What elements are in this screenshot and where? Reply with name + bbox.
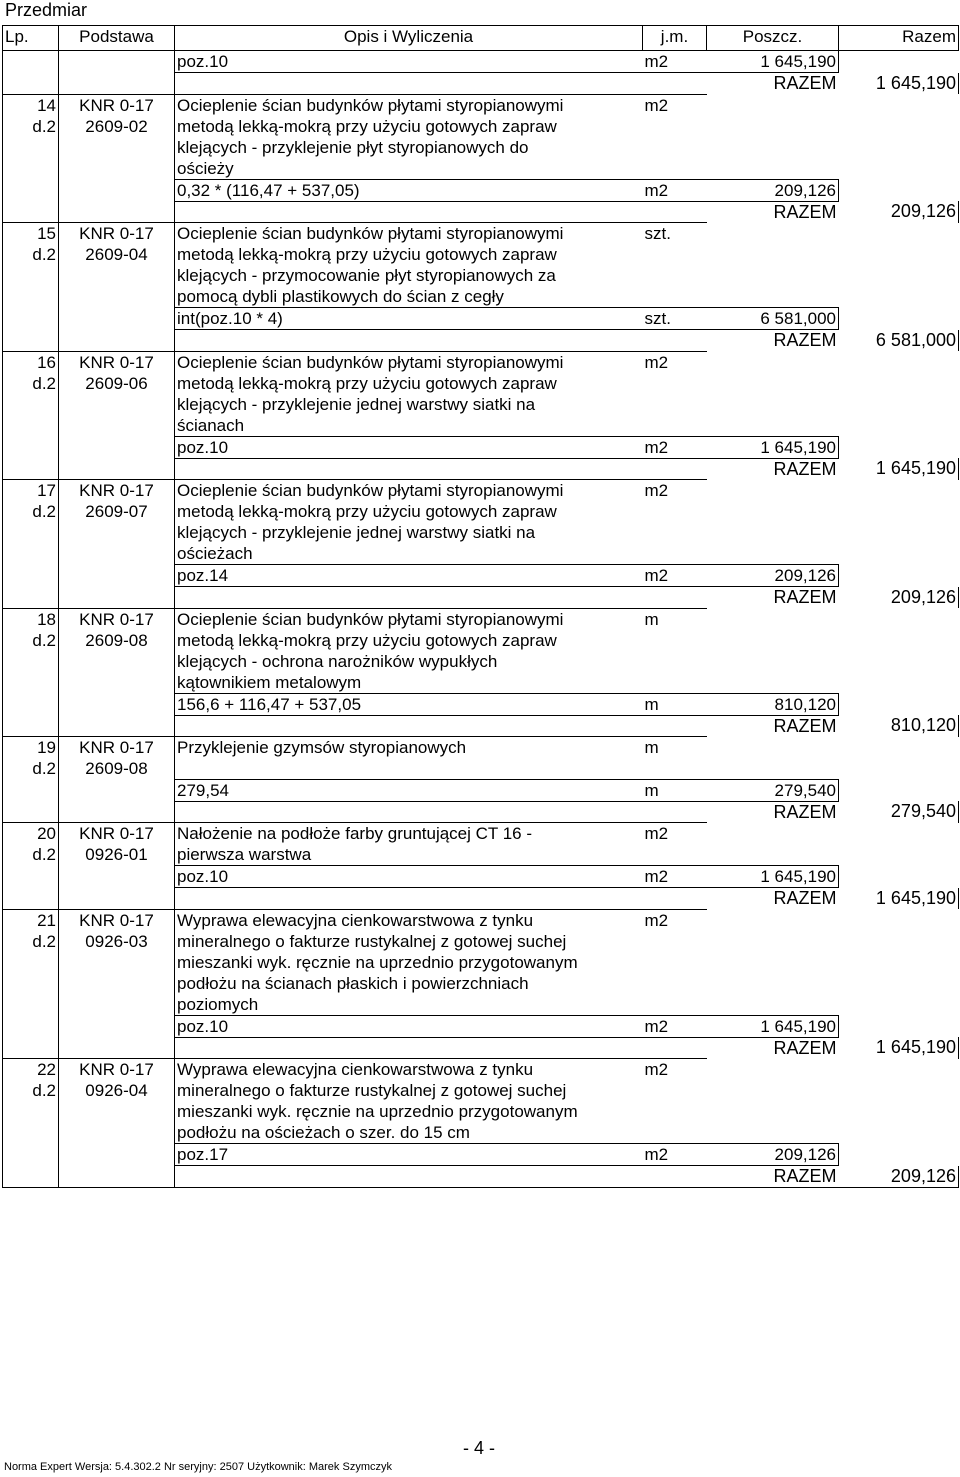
table-row — [3, 265, 959, 286]
basis-catalog: KNR 0-17 — [59, 737, 175, 759]
table-row — [3, 286, 959, 308]
description-line: Nałożenie na podłoże farby gruntującej CT 16 - — [175, 823, 643, 845]
description-line: mieszanki wyk. ręcznie na uprzednio przygotowanym — [177, 952, 578, 972]
description-line: klejących - ochrona narożników wypukłych — [177, 651, 498, 671]
calc-unit: m — [643, 779, 707, 801]
razem-value: 279,540 — [839, 801, 959, 823]
table-row — [3, 501, 959, 522]
description-line: mieszanki wyk. ręcznie na uprzednio przygotowanym — [177, 1102, 578, 1121]
table-row — [3, 373, 959, 394]
position-number: 21 — [3, 909, 59, 931]
table-row — [3, 94, 959, 116]
basis-catalog: KNR 0-17 — [59, 351, 175, 373]
position-section: d.2 — [3, 630, 59, 651]
header-lp: Lp. — [3, 26, 59, 51]
table-row — [3, 137, 959, 158]
calc-row — [3, 51, 959, 73]
description-line: metodą lekką-mokrą przy użyciu gotowych zapraw — [177, 373, 557, 393]
basis-table: 0926-01 — [59, 844, 175, 866]
position-section: d.2 — [3, 244, 59, 265]
razem-value: 209,126 — [839, 201, 959, 223]
unit: m2 — [643, 823, 707, 845]
calc-formula: 156,6 + 116,47 + 537,05 — [175, 693, 643, 715]
calc-row — [3, 1015, 959, 1037]
calc-formula: poz.14 — [175, 565, 643, 587]
description-line: ościeżach — [177, 544, 253, 563]
razem-label: RAZEM — [773, 715, 837, 736]
basis-catalog: KNR 0-17 — [59, 94, 175, 116]
razem-label: RAZEM — [773, 330, 837, 350]
calc-formula: 279,54 — [175, 779, 643, 801]
position-section: d.2 — [3, 931, 59, 952]
basis-catalog: KNR 0-17 — [59, 1059, 175, 1081]
description-line: ościeży — [177, 158, 234, 178]
header-podstawa: Podstawa — [59, 26, 175, 51]
razem-label: RAZEM — [773, 888, 837, 908]
description-line: Wyprawa elewacyjna cienkowarstwowa z tynku — [175, 1059, 643, 1081]
table-row — [3, 1080, 959, 1101]
razem-label: RAZEM — [773, 587, 837, 607]
table-row — [3, 244, 959, 265]
position-number: 22 — [3, 1059, 59, 1081]
table-row — [3, 522, 959, 543]
description-line: kątownikiem metalowym — [177, 672, 362, 692]
calc-value: 1 645,190 — [707, 866, 839, 888]
description-line: mineralnego o fakturze rustykalnej z gotowej suchej — [177, 1081, 567, 1100]
calc-formula: 0,32 * (116,47 + 537,05) — [175, 179, 643, 201]
basis-catalog: KNR 0-17 — [59, 608, 175, 630]
description-line: Ocieplenie ścian budynków płytami styropianowymi — [175, 223, 643, 245]
calc-formula: poz.17 — [175, 1144, 643, 1166]
description-line: Ocieplenie ścian budynków płytami styropianowymi — [175, 608, 643, 630]
calc-value: 1 645,190 — [707, 1015, 839, 1037]
table-row — [3, 1101, 959, 1122]
calc-value: 810,120 — [707, 693, 839, 715]
description-line: klejących - przymocowanie płyt styropianowych za — [177, 266, 556, 285]
description-line — [175, 758, 643, 779]
table-row — [3, 952, 959, 973]
calc-row — [3, 693, 959, 715]
razem-value: 209,126 — [839, 587, 959, 609]
basis-table: 2609-08 — [59, 758, 175, 779]
position-section: d.2 — [3, 844, 59, 866]
calc-value: 209,126 — [707, 179, 839, 201]
header-jm: j.m. — [643, 26, 707, 51]
table-row — [3, 1059, 959, 1081]
table-row — [3, 973, 959, 994]
description-line: klejących - przyklejenie płyt styropianowych do — [177, 137, 529, 157]
razem-row — [3, 1037, 959, 1059]
calc-formula: poz.10 — [175, 866, 643, 888]
table-row — [3, 758, 959, 779]
calc-unit: m — [643, 693, 707, 715]
calc-unit: szt. — [643, 308, 707, 330]
calc-value: 279,540 — [707, 779, 839, 801]
header-row — [3, 26, 959, 51]
table-row — [3, 351, 959, 373]
basis-table: 2609-02 — [59, 116, 175, 137]
position-section: d.2 — [3, 758, 59, 779]
table-row — [3, 909, 959, 931]
position-section: d.2 — [3, 501, 59, 522]
header-poszcz: Poszcz. — [707, 26, 839, 51]
description-line: podłożu na ościeżach o szer. do 15 cm — [177, 1123, 470, 1142]
calc-value: 1 645,190 — [707, 436, 839, 458]
position-number: 19 — [3, 737, 59, 759]
razem-value: 1 645,190 — [839, 458, 959, 480]
description-line: metodą lekką-mokrą przy użyciu gotowych zapraw — [177, 245, 557, 264]
calc-value: 209,126 — [707, 565, 839, 587]
razem-row — [3, 715, 959, 737]
table-row — [3, 116, 959, 137]
basis-table: 2609-08 — [59, 630, 175, 651]
razem-row — [3, 801, 959, 823]
unit: m2 — [643, 909, 707, 931]
calc-row — [3, 179, 959, 201]
table-row — [3, 737, 959, 759]
razem-label: RAZEM — [773, 73, 837, 93]
page-number: - 4 - — [463, 1438, 496, 1458]
description-line: metodą lekką-mokrą przy użyciu gotowych zapraw — [177, 502, 557, 521]
basis-table: 2609-06 — [59, 373, 175, 394]
calc-row — [3, 308, 959, 330]
razem-label: RAZEM — [773, 458, 837, 479]
basis-table: 2609-04 — [59, 244, 175, 265]
calc-formula: poz.10 — [175, 51, 643, 73]
calc-unit: m2 — [643, 565, 707, 587]
calc-formula: poz.10 — [175, 1015, 643, 1037]
position-number: 14 — [3, 94, 59, 116]
calc-unit: m2 — [643, 866, 707, 888]
calc-value: 1 645,190 — [707, 51, 839, 73]
razem-label: RAZEM — [773, 801, 837, 822]
razem-value: 6 581,000 — [839, 330, 959, 352]
table-row — [3, 608, 959, 630]
unit: szt. — [643, 223, 707, 245]
basis-table: 2609-07 — [59, 501, 175, 522]
przedmiar-table — [2, 25, 959, 1188]
table-row — [3, 994, 959, 1016]
calc-value: 6 581,000 — [707, 308, 839, 330]
razem-value: 810,120 — [839, 715, 959, 737]
description-line: Wyprawa elewacyjna cienkowarstwowa z tynku — [175, 909, 643, 931]
razem-row — [3, 587, 959, 609]
description-line: Ocieplenie ścian budynków płytami styropianowymi — [175, 480, 643, 502]
calc-formula: poz.10 — [175, 436, 643, 458]
description-line: metodą lekką-mokrą przy użyciu gotowych zapraw — [177, 630, 557, 650]
description-line: poziomych — [177, 994, 259, 1014]
razem-row — [3, 73, 959, 95]
razem-row — [3, 330, 959, 352]
unit: m2 — [643, 1059, 707, 1081]
unit: m2 — [643, 351, 707, 373]
table-row — [3, 223, 959, 245]
position-number: 16 — [3, 351, 59, 373]
footer-info: Norma Expert Wersja: 5.4.302.2 Nr seryjny: 2507 Użytkownik: Marek Szymczyk — [4, 1461, 392, 1473]
calc-unit: m2 — [643, 1144, 707, 1166]
header-razem: Razem — [839, 26, 959, 51]
description-line: pierwsza warstwa — [177, 845, 312, 864]
position-section: d.2 — [3, 116, 59, 137]
basis-table: 0926-03 — [59, 931, 175, 952]
description-line: Przyklejenie gzymsów styropianowych — [175, 737, 643, 759]
calc-row — [3, 436, 959, 458]
table-row — [3, 844, 959, 866]
table-row — [3, 630, 959, 651]
unit: m2 — [643, 480, 707, 502]
razem-value: 1 645,190 — [839, 1037, 959, 1059]
table-body — [3, 26, 959, 1188]
position-number: 17 — [3, 480, 59, 502]
description-line: Ocieplenie ścian budynków płytami styropianowymi — [175, 94, 643, 116]
description-line: metodą lekką-mokrą przy użyciu gotowych zapraw — [177, 116, 557, 136]
description-line: ścianach — [177, 415, 245, 435]
description-line: klejących - przyklejenie jednej warstwy siatki na — [177, 523, 536, 542]
razem-row — [3, 888, 959, 910]
description-line: pomocą dybli plastikowych do ścian z cegły — [177, 287, 504, 306]
calc-formula: int(poz.10 * 4) — [175, 308, 643, 330]
description-line: Ocieplenie ścian budynków płytami styropianowymi — [175, 351, 643, 373]
position-number: 20 — [3, 823, 59, 845]
table-row — [3, 415, 959, 437]
calc-row — [3, 1144, 959, 1166]
position-number: 18 — [3, 608, 59, 630]
table-row — [3, 1122, 959, 1144]
unit: m — [643, 608, 707, 630]
unit: m — [643, 737, 707, 759]
table-row — [3, 480, 959, 502]
razem-label: RAZEM — [707, 1166, 839, 1188]
razem-value: 1 645,190 — [839, 888, 959, 910]
calc-unit: m2 — [643, 51, 707, 73]
table-row — [3, 931, 959, 952]
table-row — [3, 672, 959, 694]
basis-catalog: KNR 0-17 — [59, 480, 175, 502]
basis-catalog: KNR 0-17 — [59, 223, 175, 245]
razem-row — [3, 458, 959, 480]
basis-catalog: KNR 0-17 — [59, 823, 175, 845]
table-row — [3, 823, 959, 845]
calc-row — [3, 565, 959, 587]
razem-label: RAZEM — [773, 201, 837, 222]
description-line: mineralnego o fakturze rustykalnej z gotowej suchej — [177, 931, 567, 951]
calc-unit: m2 — [643, 436, 707, 458]
table-row — [3, 394, 959, 415]
calc-unit: m2 — [643, 1015, 707, 1037]
description-line: podłożu na ścianach płaskich i powierzchniach — [177, 973, 529, 993]
basis-table: 0926-04 — [59, 1080, 175, 1101]
razem-value: 1 645,190 — [839, 73, 959, 95]
razem-row — [3, 201, 959, 223]
position-section: d.2 — [3, 373, 59, 394]
calc-row — [3, 779, 959, 801]
calc-unit: m2 — [643, 179, 707, 201]
document-title: Przedmiar — [5, 0, 88, 20]
position-number: 15 — [3, 223, 59, 245]
description-line: klejących - przyklejenie jednej warstwy siatki na — [177, 394, 536, 414]
razem-label: RAZEM — [773, 1037, 837, 1058]
razem-row — [3, 1166, 959, 1188]
position-section: d.2 — [3, 1080, 59, 1101]
table-row — [3, 158, 959, 180]
calc-row — [3, 866, 959, 888]
unit: m2 — [643, 94, 707, 116]
table-row — [3, 543, 959, 565]
razem-value: 209,126 — [839, 1166, 959, 1188]
calc-value: 209,126 — [707, 1144, 839, 1166]
basis-catalog: KNR 0-17 — [59, 909, 175, 931]
header-opis: Opis i Wyliczenia — [175, 26, 643, 51]
table-row — [3, 651, 959, 672]
